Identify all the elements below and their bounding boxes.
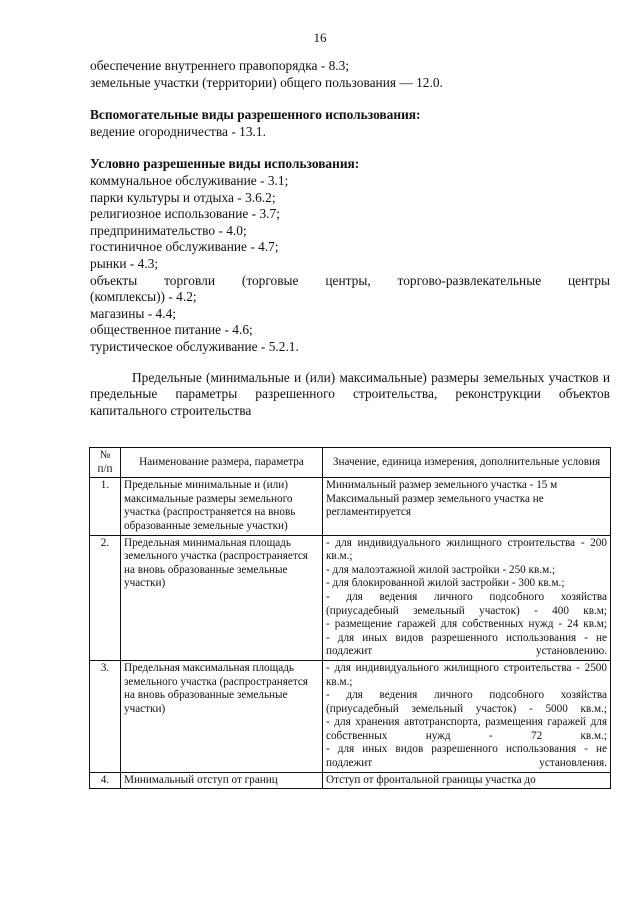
document-body (90, 58, 610, 419)
conditional-item: религиозное использование - 3.7; (90, 206, 280, 222)
parameters-table (89, 447, 611, 789)
table-row (90, 478, 611, 535)
row-number: 4. (90, 772, 121, 789)
conditional-item: общественное питание - 4.6; (90, 322, 253, 338)
conditional-item: парки культуры и отдыха - 3.6.2; (90, 189, 276, 205)
table-row (90, 535, 611, 660)
row-value (323, 660, 611, 772)
value-line: - для индивидуального жилищного строительства - 2500 кв.м.; (326, 661, 607, 688)
row-value (323, 478, 611, 535)
row-name: Предельная минимальная площадь земельного участка (распространяется на вновь образованные земельные участки) (121, 535, 323, 660)
value-line: - для иных видов разрешенного использования - не подлежит установления. (326, 743, 607, 770)
table-row (90, 772, 611, 789)
row-name: Предельная максимальная площадь земельного участка (распространяется на вновь образованные земельные участки) (121, 660, 323, 772)
conditional-item: туристическое обслуживание - 5.2.1. (90, 338, 299, 354)
row-value (323, 535, 611, 660)
conditional-item: рынки - 4.3; (90, 255, 159, 271)
table-row (90, 660, 611, 772)
row-value (323, 772, 611, 789)
table-intro-paragraph: Предельные (минимальные и (или) максимальные) размеры земельных участков и предельные параметры разрешенного строительства, реконструкции объектов капитального строительства (90, 369, 610, 418)
header-number-symbol: № (99, 449, 111, 461)
value-line: - размещение гаражей для собственных нужд - 24 кв.м; (326, 618, 607, 631)
value-line: Минимальный размер земельного участка - 15 м (326, 479, 558, 492)
row-name: Предельные минимальные и (или) максимальные размеры земельного участка (распространяется на вновь образованные земельные участки) (121, 478, 323, 535)
conditional-item: гостиничное обслуживание - 4.7; (90, 239, 279, 255)
header-name: Наименование размера, параметра (121, 448, 323, 478)
row-name: Минимальный отступ от границ (121, 772, 323, 789)
value-line: Максимальный размер земельного участка не регламентируется (326, 492, 544, 519)
table-header-row (90, 448, 611, 478)
conditional-item: предпринимательство - 4.0; (90, 222, 247, 238)
text-line: обеспечение внутреннего правопорядка - 8.3; (90, 58, 350, 73)
value-line: - для иных видов разрешенного использования - не подлежит установлению. (326, 631, 607, 658)
auxiliary-item: ведение огородничества - 13.1. (90, 123, 266, 139)
row-number: 1. (90, 478, 121, 535)
conditional-item: коммунальное обслуживание - 3.1; (90, 172, 289, 188)
auxiliary-heading: Вспомогательные виды разрешенного использования: (90, 107, 421, 123)
row-number: 3. (90, 660, 121, 772)
value-line: - для малоэтажной жилой застройки - 250 кв.м.; (326, 563, 556, 576)
conditional-item: объекты торговли (торговые центры, торгово-развлекательные центры (90, 272, 610, 288)
value-line: Отступ от фронтальной границы участка до (326, 773, 536, 786)
text-line: земельные участки (территории) общего пользования — 12.0. (90, 74, 443, 90)
header-number (90, 448, 121, 478)
value-line: - для индивидуального жилищного строительства - 200 кв.м.; (326, 536, 607, 563)
row-number: 2. (90, 535, 121, 660)
page-number: 16 (313, 30, 327, 45)
value-line: - для ведения личного подсобного хозяйства (приусадебный земельный участок) - 5000 кв.м.; (326, 689, 607, 715)
conditional-item: (комплексы)) - 4.2; (90, 289, 197, 305)
value-line: - для ведения личного подсобного хозяйства (приусадебный земельный участок) - 400 кв.м; (326, 590, 607, 617)
value-line: - для блокированной жилой застройки - 300 кв.м.; (326, 577, 565, 590)
header-value: Значение, единица измерения, дополнительные условия (323, 448, 611, 478)
conditional-heading: Условно разрешенные виды использования: (90, 156, 360, 172)
header-number-abbrev: п/п (97, 462, 113, 475)
conditional-item: магазины - 4.4; (90, 305, 176, 321)
value-line: - для хранения автотранспорта, размещения гаражей для собственных нужд - 72 кв.м.; (326, 716, 607, 742)
